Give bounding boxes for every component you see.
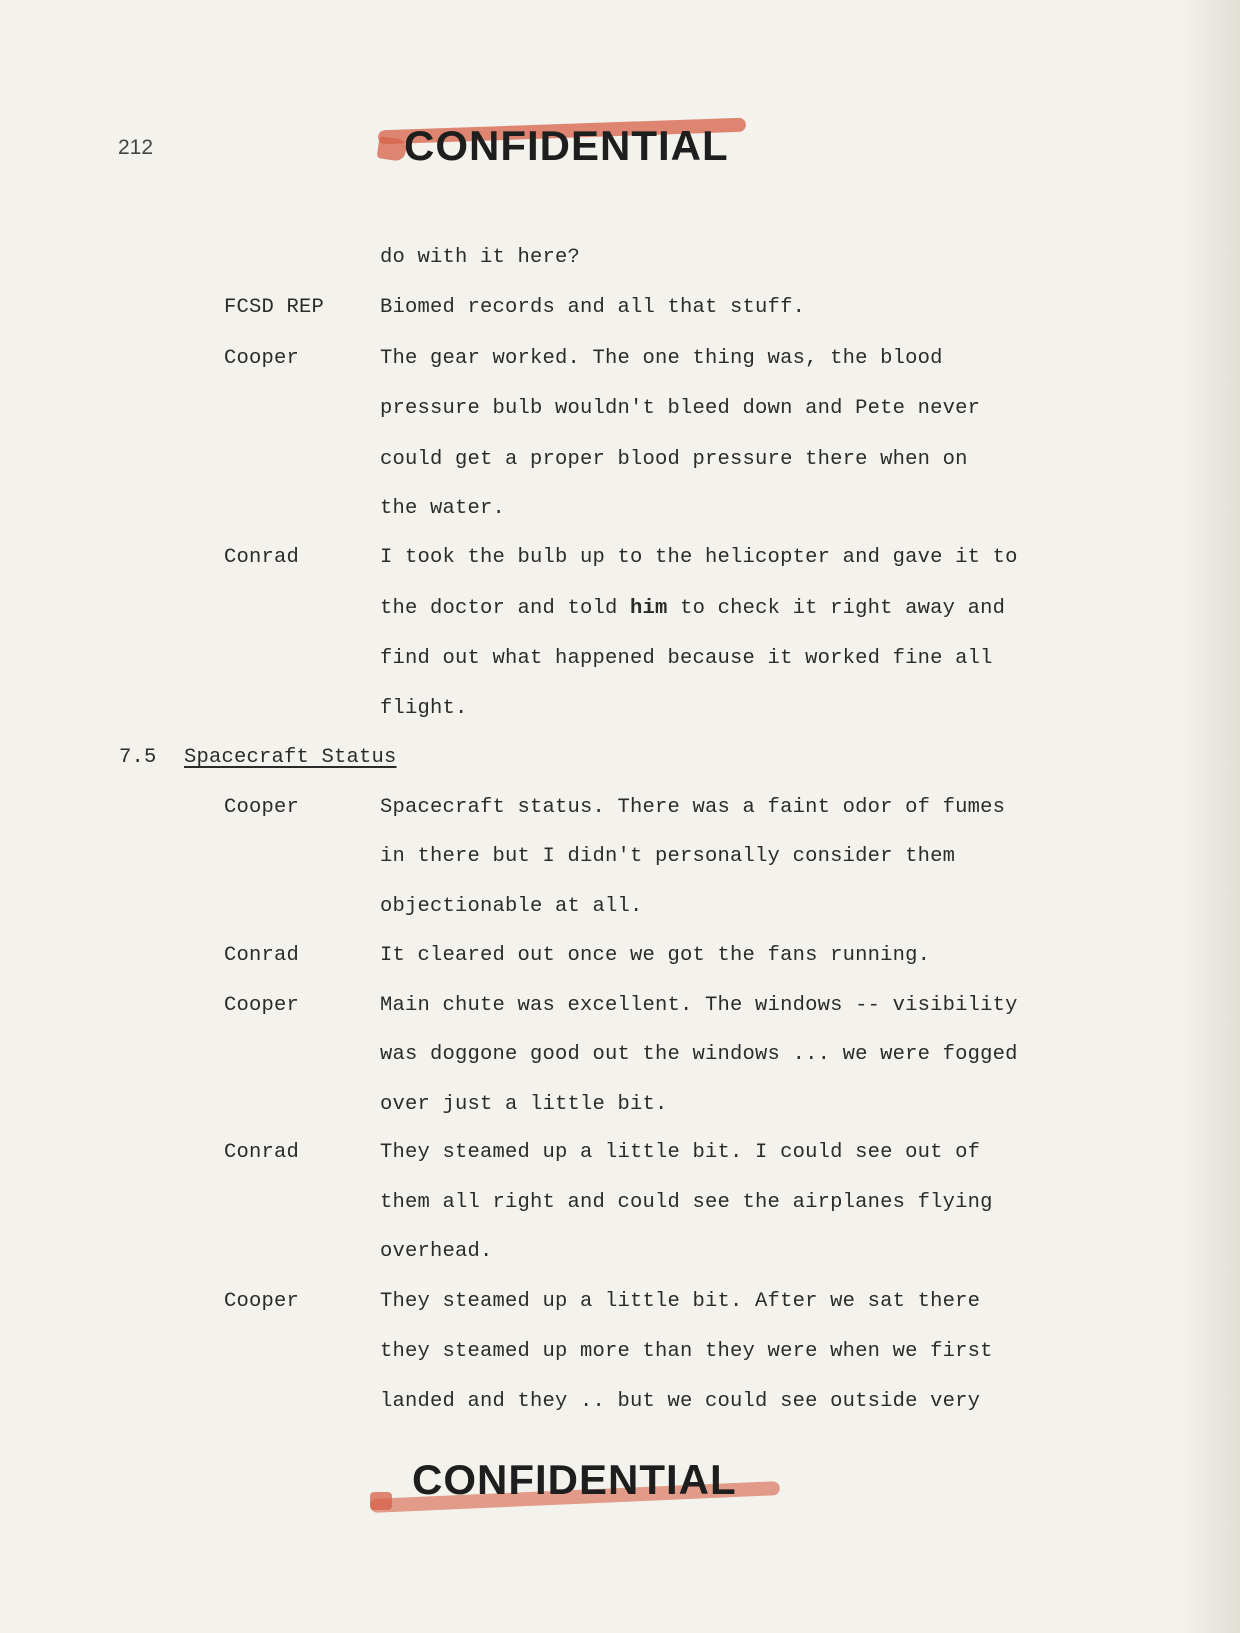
speaker-label: Conrad: [224, 1141, 300, 1164]
transcript-line: pressure bulb wouldn't bleed down and Pete never: [380, 397, 981, 420]
transcript-line: over just a little bit.: [380, 1093, 668, 1116]
transcript-line: them all right and could see the airplanes flying: [380, 1191, 993, 1214]
section-number: 7.5: [119, 746, 157, 769]
speaker-label: Cooper: [224, 347, 300, 370]
transcript-line: It cleared out once we got the fans running.: [380, 944, 931, 967]
red-pencil-mark-bottom-tail: [370, 1492, 392, 1510]
transcript-line: find out what happened because it worked fine all: [380, 647, 993, 670]
transcript-text-emphasis: him: [630, 597, 668, 620]
page-number: 212: [118, 136, 154, 159]
transcript-line: they steamed up more than they were when we first: [380, 1340, 993, 1363]
transcript-line: Spacecraft status. There was a faint odor of fumes: [380, 796, 1006, 819]
transcript-text: the doctor and told: [380, 597, 631, 620]
section-title: Spacecraft Status: [184, 746, 397, 769]
transcript-line: They steamed up a little bit. After we sat there: [380, 1290, 981, 1313]
confidential-stamp-top: CONFIDENTIAL: [404, 122, 729, 169]
transcript-line: in there but I didn't personally consider them: [380, 845, 956, 868]
transcript-line: The gear worked. The one thing was, the blood: [380, 347, 943, 370]
transcript-line: landed and they .. but we could see outside very: [380, 1390, 981, 1413]
speaker-label: Cooper: [224, 994, 300, 1017]
transcript-line: could get a proper blood pressure there when on: [380, 448, 968, 471]
transcript-line: overhead.: [380, 1240, 493, 1263]
transcript-line: Main chute was excellent. The windows -- visibility: [380, 994, 1018, 1017]
transcript-line: Biomed records and all that stuff.: [380, 296, 806, 319]
confidential-stamp-bottom: CONFIDENTIAL: [412, 1456, 737, 1503]
transcript-line: the water.: [380, 497, 506, 520]
speaker-label: Conrad: [224, 944, 300, 967]
page-edge-shadow: [1180, 0, 1240, 1633]
transcript-text: to check it right away and: [667, 597, 1006, 620]
transcript-line: [380, 597, 1005, 620]
transcript-line: do with it here?: [380, 246, 581, 269]
speaker-label: Cooper: [224, 1290, 300, 1313]
transcript-line: They steamed up a little bit. I could see out of: [380, 1141, 981, 1164]
speaker-label: FCSD REP: [224, 296, 325, 319]
transcript-line: I took the bulb up to the helicopter and gave it to: [380, 546, 1018, 569]
transcript-line: objectionable at all.: [380, 895, 643, 918]
transcript-line: flight.: [380, 697, 468, 720]
red-pencil-mark-top-tail: [377, 136, 408, 162]
speaker-label: Conrad: [224, 546, 300, 569]
transcript-line: was doggone good out the windows ... we were fogged: [380, 1043, 1018, 1066]
speaker-label: Cooper: [224, 796, 300, 819]
